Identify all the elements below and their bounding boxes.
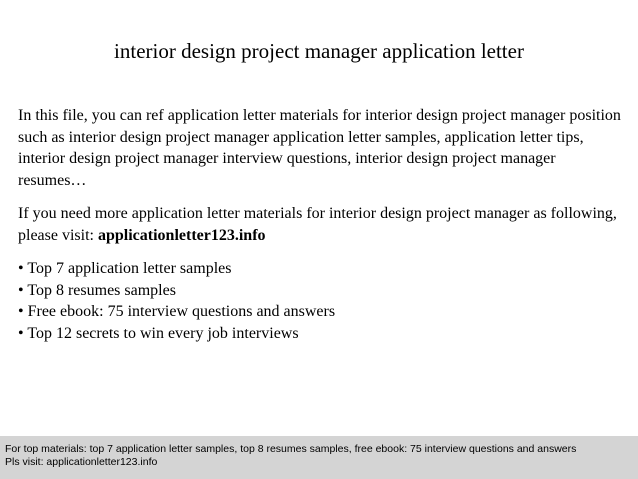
footer-banner [0,436,638,479]
more-info-text: If you need more application letter materials for interior design project manager as following, please visit: [18,205,617,244]
footer-line-visit: Pls visit: applicationletter123.info [5,455,158,468]
slide-title: interior design project manager application letter [114,39,524,63]
site-link[interactable]: applicationletter123.info [97,226,266,244]
intro-paragraph: In this file, you can ref application letter materials for interior design project manager position such as interior design project manager application letter samples, application letter tips, interior design project manager interview questions, interior design project manager resumes… [18,107,621,189]
bullet-list [18,258,623,344]
slide-body [18,105,623,344]
list-item: • Free ebook: 75 interview questions and answers [18,303,336,320]
list-item: • Top 7 application letter samples [18,260,232,277]
list-item: • Top 8 resumes samples [18,281,176,299]
footer-line-materials: For top materials: top 7 application letter samples, top 8 resumes samples, free ebook: 75 interview questions and answers [5,443,577,455]
list-item: • Top 12 secrets to win every job interviews [18,324,299,342]
more-info-paragraph [18,203,623,246]
